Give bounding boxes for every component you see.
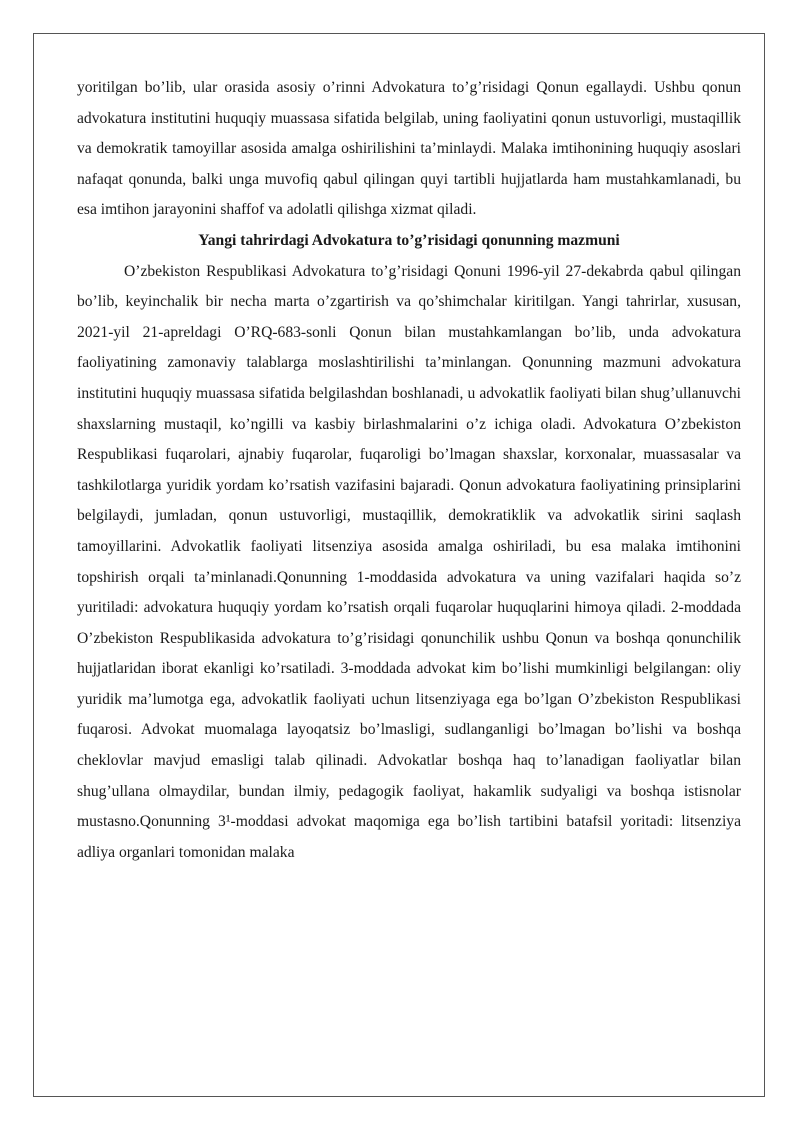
document-body [77,73,741,868]
paragraph-intro: yoritilgan bo’lib, ular orasida asosiy o’rinni Advokatura to’g’risidagi Qonun egallaydi. Ushbu qonun advokatura institutini huquqiy muassasa sifatida belgilab, uning faoliyatini qonun ustuvorligi, mustaqillik va demokratik tamoyillar asosida amalga oshirilishini ta’minlaydi. Malaka imtihonining huquqiy asoslari nafaqat qonunda, balki unga muvofiq qabul qilingan quyi tartibli hujjatlarda ham mustahkamlanadi, bu esa imtihon jarayonini shaffof va adolatli qilishga xizmat qiladi. [77,79,741,219]
paragraph-main: O’zbekiston Respublikasi Advokatura to’g’risidagi Qonuni 1996-yil 27-dekabrda qabul qilingan bo’lib, keyinchalik bir necha marta o’zgartirish va qo’shimchalar kiritilgan. Yangi tahrirlar, xususan, 2021-yil 21-apreldagi O’RQ-683-sonli Qonun bilan mustahkamlangan bo’lib, unda advokatura faoliyatining zamonaviy talablarga moslashtirilishi ta’minlangan. Qonunning mazmuni advokatura institutini huquqiy muassasa sifatida belgilashdan boshlanadi, u advokatlik faoliyati bilan shug’ullanuvchi shaxslarning mustaqil, ko’ngilli va kasbiy birlashmalarini o’z ichiga oladi. Advokatura O’zbekiston Respublikasi fuqarolari, ajnabiy fuqarolar, fuqaroligi bo’lmagan shaxslar, korxonalar, muassasalar va tashkilotlarga yuridik yordam ko’rsatish vazifasini bajaradi. Qonun advokatura faoliyatining prinsiplarini belgilaydi, jumladan, qonun ustuvorligi, mustaqillik, demokratiklik va advokatlik sirini saqlash tamoyillarini. Advokatlik faoliyati litsenziya asosida amalga oshiriladi, bu esa malaka imtihonini topshirish orqali ta’minlanadi.Qonunning 1-moddasida advokatura va uning vazifalari haqida so’z yuritiladi: advokatura huquqiy yordam ko’rsatish orqali fuqarolar huquqlarini himoya qiladi. 2-moddada O’zbekiston Respublikasida advokatura to’g’risidagi qonunchilik ushbu Qonun va boshqa qonunchilik hujjatlaridan iborat ekanligi ko’rsatiladi. 3-moddada advokat kim bo’lishi mumkinligi belgilangan: oliy yuridik ma’lumotga ega, advokatlik faoliyati uchun litsenziyaga ega bo’lgan O’zbekiston Respublikasi fuqarosi. Advokat muomalaga layoqatsiz bo’lmasligi, sudlanganligi bo’lmagan bo’lishi va boshqa cheklovlar mavjud emasligi talab qilinadi. Advokatlar boshqa haq to’lanadigan faoliyatlar bilan shug’ullana olmaydilar, bundan ilmiy, pedagogik faoliyat, hakamlik sudyaligi va boshqa istisnolar mustasno.Qonunning 3¹-moddasi advokat maqomiga ega bo’lish tartibini batafsil yoritadi: litsenziya adliya organlari tomonidan malaka [77,262,741,861]
section-heading: Yangi tahrirdagi Advokatura to’g’risidagi qonunning mazmuni [198,231,620,249]
